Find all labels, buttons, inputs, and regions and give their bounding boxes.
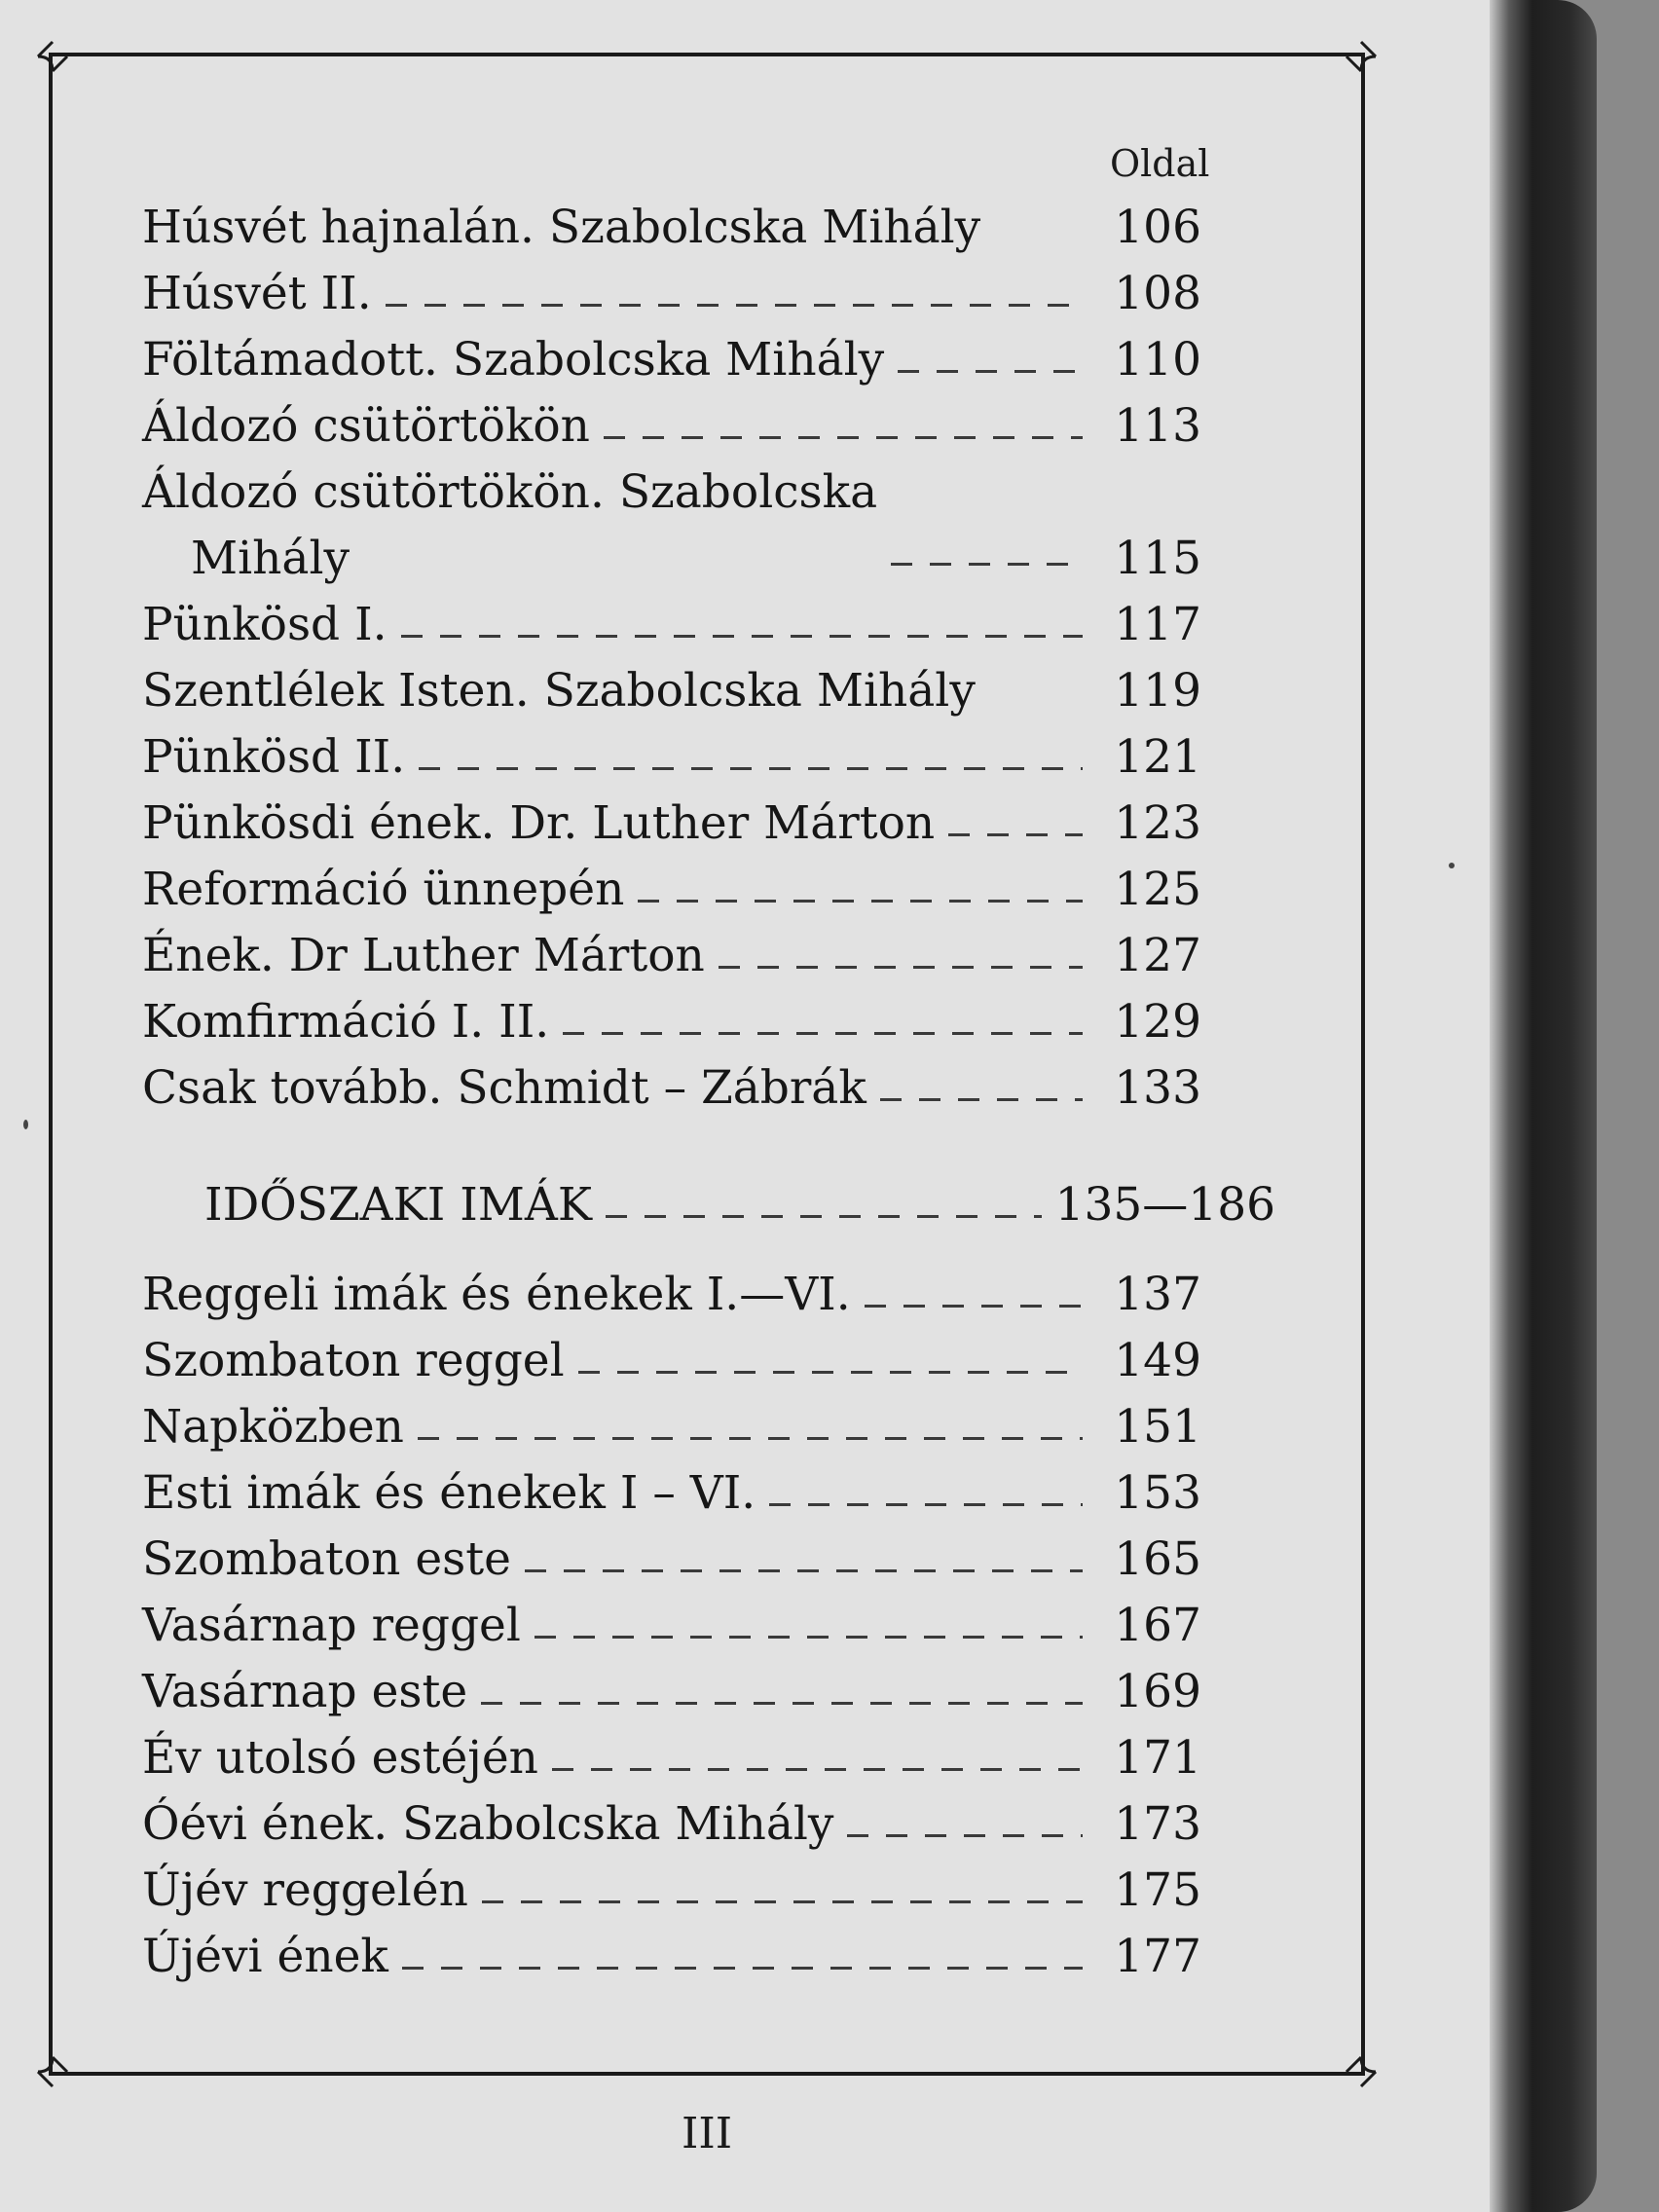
toc-entry-page-number: 123	[1114, 796, 1201, 850]
toc-entry-title: Föltámadott. Szabolcska Mihály	[142, 333, 885, 387]
frame-corner-ornament	[36, 2055, 69, 2088]
toc-entry-page-number: 169	[1114, 1665, 1201, 1718]
dot-leader	[898, 370, 1083, 374]
toc-entry-page-number: 177	[1114, 1930, 1201, 1983]
toc-entry-page-number: 137	[1114, 1268, 1201, 1321]
toc-entry-page-number: 167	[1114, 1599, 1201, 1652]
toc-list-periodic-prayers	[142, 1262, 1262, 1990]
toc-entry-title: Év utolsó estéjén	[142, 1731, 538, 1785]
toc-entry[interactable]	[142, 1791, 1262, 1858]
dot-leader	[994, 238, 1083, 241]
toc-entry-title: Vasárnap reggel	[142, 1599, 521, 1652]
toc-entry-page-number: 127	[1114, 929, 1201, 982]
toc-entry-title: Napközben	[142, 1400, 404, 1454]
toc-entry[interactable]	[142, 857, 1262, 923]
toc-entry-page-number: 171	[1114, 1731, 1201, 1785]
toc-entry-page-number: 129	[1114, 995, 1201, 1049]
toc-entry-page-number: 117	[1114, 598, 1201, 651]
toc-entry[interactable]	[142, 1262, 1262, 1328]
toc-entry-page-number: 133	[1114, 1061, 1201, 1115]
dot-leader	[552, 1768, 1083, 1772]
page-column-header: Oldal	[1110, 142, 1210, 185]
toc-section-heading[interactable]	[204, 1178, 1275, 1232]
toc-entry[interactable]	[142, 1328, 1262, 1394]
toc-entry[interactable]	[142, 327, 1262, 393]
toc-entry[interactable]	[142, 592, 1262, 658]
toc-entry-title: Pünkösd II.	[142, 730, 406, 784]
toc-entry[interactable]	[142, 923, 1262, 989]
dot-leader	[865, 1305, 1083, 1309]
toc-entry-page-number: 121	[1114, 730, 1201, 784]
toc-entry-page-number: 113	[1114, 399, 1201, 453]
toc-entry-title: Óévi ének. Szabolcska Mihály	[142, 1797, 834, 1851]
toc-entry[interactable]	[142, 989, 1262, 1055]
toc-entry[interactable]	[142, 724, 1262, 791]
toc-entry-page-number: 108	[1114, 267, 1201, 320]
dot-leader	[638, 900, 1083, 903]
dot-leader	[386, 304, 1083, 308]
dot-leader	[578, 1371, 1083, 1375]
toc-entry[interactable]	[142, 1725, 1262, 1791]
toc-entry-page-number: 149	[1114, 1334, 1201, 1387]
toc-entry[interactable]	[142, 791, 1262, 857]
dot-leader	[719, 966, 1083, 970]
book-spine	[1490, 0, 1597, 2212]
section-title: IDŐSZAKI IMÁK	[204, 1178, 592, 1232]
dot-leader	[891, 563, 1083, 567]
toc-entry[interactable]	[142, 1460, 1262, 1527]
dot-leader	[401, 635, 1083, 639]
dot-leader	[402, 1967, 1083, 1971]
toc-entry-page-number: 173	[1114, 1797, 1201, 1851]
toc-entry-title-line1: Áldozó csütörtökön. Szabolcska	[142, 465, 878, 519]
toc-entry-page-number: 165	[1114, 1532, 1201, 1586]
paper-speck	[1449, 863, 1455, 868]
toc-entry-page-number: 151	[1114, 1400, 1201, 1454]
toc-entry[interactable]	[142, 1659, 1262, 1725]
toc-entry-title: Pünkösd I.	[142, 598, 387, 651]
toc-entry[interactable]	[142, 658, 1262, 724]
toc-entry-title: Esti imák és énekek I – VI.	[142, 1466, 756, 1520]
toc-entry-title: Komfirmáció I. II.	[142, 995, 550, 1049]
toc-entry[interactable]	[142, 261, 1262, 327]
dot-leader	[989, 701, 1083, 705]
toc-entry-title: Szombaton reggel	[142, 1334, 565, 1387]
dot-leader	[769, 1503, 1083, 1507]
toc-entry-title: Húsvét hajnalán. Szabolcska Mihály	[142, 201, 981, 254]
toc-entry[interactable]	[142, 1394, 1262, 1460]
dot-leader	[419, 767, 1083, 771]
toc-entry-page-number: 115	[1114, 532, 1201, 585]
toc-entry[interactable]	[142, 1055, 1262, 1122]
toc-entry[interactable]	[142, 393, 1262, 460]
toc-entry[interactable]	[142, 1527, 1262, 1593]
toc-entry-page-number: 153	[1114, 1466, 1201, 1520]
toc-entry[interactable]	[142, 1858, 1262, 1924]
paper-speck	[23, 1120, 28, 1129]
frame-corner-ornament	[1345, 2055, 1378, 2088]
toc-entry-page-number: 110	[1114, 333, 1201, 387]
dot-leader	[535, 1636, 1083, 1640]
dot-leader	[418, 1437, 1083, 1441]
toc-entry-page-number: 106	[1114, 201, 1201, 254]
toc-entry-page-number: 125	[1114, 863, 1201, 916]
toc-entry-title: Újév reggelén	[142, 1863, 468, 1917]
toc-entry-title: Áldozó csütörtökön	[142, 399, 590, 453]
toc-entry[interactable]	[142, 195, 1262, 261]
toc-entry-title	[142, 460, 877, 592]
dot-leader	[847, 1834, 1083, 1838]
toc-entry-page-number: 119	[1114, 664, 1201, 718]
toc-entry[interactable]	[142, 1924, 1262, 1990]
toc-entry-title: Ének. Dr Luther Márton	[142, 929, 705, 982]
toc-entry-title: Szentlélek Isten. Szabolcska Mihály	[142, 664, 976, 718]
toc-entry-title: Csak tovább. Schmidt – Zábrák	[142, 1061, 866, 1115]
dot-leader	[481, 1702, 1083, 1706]
dot-leader	[880, 1098, 1083, 1102]
toc-entry-page-number: 175	[1114, 1863, 1201, 1917]
toc-entry-title: Vasárnap este	[142, 1665, 468, 1718]
toc-list-festivals	[142, 195, 1262, 1122]
dot-leader	[604, 436, 1083, 440]
toc-entry[interactable]	[142, 1593, 1262, 1659]
toc-entry-title: Szombaton este	[142, 1532, 511, 1586]
dot-leader	[563, 1032, 1083, 1036]
toc-entry[interactable]	[142, 460, 1262, 592]
dot-leader	[948, 833, 1083, 837]
toc-entry-title: Reformáció ünnepén	[142, 863, 625, 916]
dot-leader	[606, 1215, 1042, 1219]
toc-entry-title: Pünkösdi ének. Dr. Luther Márton	[142, 796, 936, 850]
dot-leader	[525, 1569, 1083, 1573]
toc-entry-title-line2: Mihály	[191, 532, 350, 585]
toc-entry-title: Húsvét II.	[142, 267, 372, 320]
dot-leader	[482, 1900, 1083, 1904]
toc-entry-title: Reggeli imák és énekek I.—VI.	[142, 1268, 851, 1321]
frame-corner-ornament	[36, 40, 69, 73]
frame-corner-ornament	[1345, 40, 1378, 73]
section-page-range: 135—186	[1054, 1178, 1275, 1232]
toc-entry-title: Újévi ének	[142, 1930, 388, 1983]
page-folio-number: III	[682, 2109, 733, 2158]
